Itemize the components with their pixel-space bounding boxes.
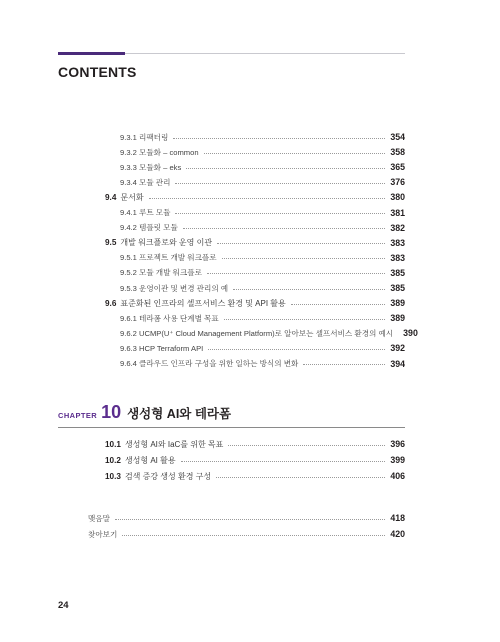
section-title: 9.5.1 프로젝트 개발 워크플로 [120,253,217,263]
section-title: 9.4.2 템플릿 모듈 [120,223,178,233]
dot-leader [175,213,385,214]
page-ref: 385 [390,267,405,278]
chapter-rule [58,427,405,428]
toc-entry[interactable] [120,311,405,325]
dot-leader [228,445,385,446]
toc-entry-label [120,283,228,294]
toc-entry-label [120,344,203,353]
page-ref: 383 [390,237,405,248]
toc-entry[interactable] [120,266,405,280]
page-ref: 392 [390,343,405,354]
toc-entry[interactable] [105,236,405,250]
page-ref: 418 [390,513,405,523]
section-number: 9.6 [105,298,117,308]
section-title: 9.3.2 모듈화 – common [120,147,199,157]
toc-entry-label [105,471,211,482]
toc-entry-label [120,267,202,278]
dot-leader [173,138,385,139]
section-title: 9.6.2 UCMP(U⁺ Cloud Management Platform)로 알아보는 셀프서비스 환경의 예시 [120,328,394,338]
dot-leader [186,168,385,169]
toc-entry[interactable] [120,281,405,295]
dot-leader [208,349,385,350]
toc-entry-label [120,162,181,173]
dot-leader [291,304,386,305]
section-title: 생성형 AI 활용 [124,455,176,465]
page-ref: 382 [390,222,405,233]
toc-entry[interactable] [88,527,405,541]
page-title: CONTENTS [58,64,137,80]
toc-entry[interactable] [120,326,418,340]
section-title: 9.5.2 모듈 개발 워크플로 [120,268,202,278]
section-title: 9.6.4 클라우드 인프라 구성을 위한 일하는 방식의 변화 [120,359,299,368]
page-ref: 406 [390,471,405,481]
page-ref: 420 [390,529,405,539]
toc-entry-label [105,237,212,248]
page-ref: 365 [390,162,405,173]
toc-entry[interactable] [120,357,405,371]
toc-entry[interactable] [105,453,405,467]
toc-entry-label [105,298,286,309]
dot-leader [149,198,386,199]
section-title: 9.5.3 운영이관 및 변경 관리의 예 [120,283,229,293]
dot-leader [303,364,385,365]
toc-entry-label [120,222,178,233]
toc-entry-label [105,455,176,466]
chapter-number: 10 [101,402,122,422]
section-title: 검색 증강 생성 환경 구성 [124,471,212,481]
toc-entry[interactable] [120,130,405,144]
toc-entry-label [120,358,298,369]
toc-entry[interactable] [88,511,405,525]
chapter-label: CHAPTER [58,411,98,420]
chapter-title: 생성형 AI와 테라폼 [127,407,232,421]
dot-leader [217,243,385,244]
dot-leader [122,535,385,536]
section-title: 9.6.3 HCP Terraform API [120,343,204,353]
page-ref: 399 [390,455,405,465]
toc-entry-label [105,439,223,450]
section-number: 10.2 [105,455,121,465]
section-title: 개발 워크플로와 운영 이관 [120,238,213,248]
page-ref: 358 [390,147,405,158]
toc-entry-label [120,147,199,158]
toc-entry-label [88,513,110,524]
toc-entry[interactable] [105,469,405,483]
dot-leader [175,183,385,184]
toc-entry-label [120,207,170,218]
page-ref: 383 [390,252,405,263]
page-number: 24 [58,600,69,611]
section-title: 9.6.1 테라폼 사용 단계별 목표 [120,313,219,323]
section-number: 9.5 [105,238,117,248]
dot-leader [233,289,385,290]
section-title: 9.4.1 루트 모듈 [120,208,171,217]
toc-entry[interactable] [105,190,405,204]
dot-leader [224,319,386,320]
toc-entry[interactable] [120,206,405,220]
page-ref: 390 [403,328,418,339]
toc-entry-label [120,313,219,324]
toc-entry-label [120,177,170,188]
section-number: 9.4 [105,192,117,202]
toc-entry[interactable] [120,160,405,174]
page-ref: 354 [390,132,405,142]
section-number: 10.3 [105,471,121,481]
dot-leader [181,461,386,462]
section-title: 9.3.4 모듈 관리 [120,177,171,187]
section-title: 찾아보기 [88,529,118,539]
dot-leader [207,273,385,274]
toc-entry-label [105,192,144,203]
header-accent-bar [58,52,125,55]
section-title: 표준화된 인프라의 셀프서비스 환경 및 API 활용 [120,298,286,308]
toc-entry[interactable] [120,175,405,189]
toc-entry-label [120,252,217,263]
toc-entry-label [120,328,393,339]
toc-entry[interactable] [120,341,405,355]
chapter-heading [58,402,405,423]
section-title: 9.3.3 모듈화 – eks [120,162,182,172]
toc-entry[interactable] [120,251,405,265]
section-title: 생성형 AI와 IaC를 위한 목표 [124,439,224,449]
page-ref: 389 [390,298,405,309]
dot-leader [216,477,385,478]
toc-entry-label [120,132,168,143]
dot-leader [115,519,385,520]
page-ref: 381 [390,207,405,218]
toc-entry-label [88,529,117,540]
dot-leader [183,228,386,229]
toc-entry[interactable] [105,296,405,310]
page-ref: 396 [390,439,405,449]
section-title: 맺음말 [88,513,111,523]
page-ref: 385 [390,283,405,293]
section-title: 9.3.1 리팩터링 [120,132,169,142]
dot-leader [204,153,386,154]
toc-entry[interactable] [105,437,405,451]
dot-leader [222,258,386,259]
page-ref: 376 [390,177,405,188]
page-ref: 394 [390,358,405,369]
page-ref: 389 [390,313,405,324]
toc-entry[interactable] [120,221,405,235]
section-title: 문서화 [120,192,144,202]
section-number: 10.1 [105,439,121,449]
toc-entry[interactable] [120,145,405,159]
page-ref: 380 [390,192,405,203]
